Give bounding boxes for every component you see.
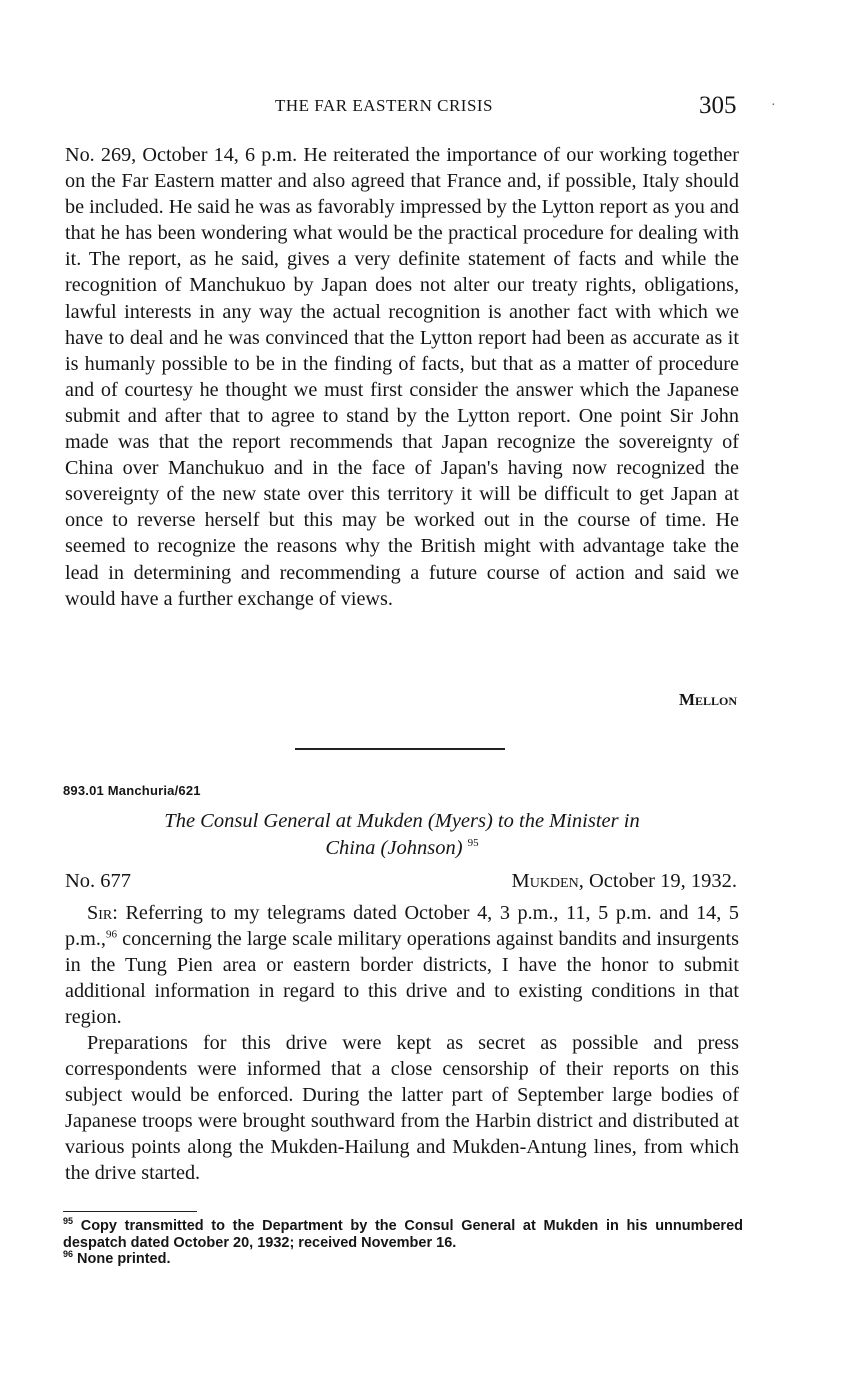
footnote-96 (63, 1251, 743, 1268)
heading-line-2-text: China (Johnson) (325, 837, 463, 859)
para1-part-a: : Referring to my telegrams dated October 4, 3 p.m., 11, 5 p.m. and 14, 5 p.m., (65, 902, 739, 951)
heading-line-1: The Consul General at Mukden (Myers) to the Minister in (164, 810, 640, 832)
footnote-ref-96: 96 (105, 928, 117, 941)
file-number: 893.01 Manchuria/621 (63, 783, 201, 798)
footnote-mark: 95 (63, 1216, 74, 1227)
place-and-date (511, 870, 737, 893)
running-head (0, 92, 858, 122)
document-number: No. 677 (65, 870, 132, 892)
footnote-rule (63, 1211, 197, 1212)
section-divider (295, 748, 505, 750)
date: , October 19, 1932. (578, 870, 737, 892)
footnote-text: Copy transmitted to the Department by the Consul General at Mukden in his unnumbered despatch dated October 20, 1932; received November 16. (63, 1218, 744, 1251)
heading-line-2 (65, 835, 739, 862)
footnote-text: None printed. (77, 1251, 171, 1267)
signature: Mellon (678, 690, 737, 709)
document-heading (65, 808, 739, 862)
running-title: THE FAR EASTERN CRISIS (275, 96, 494, 115)
heading-footnote-ref: 95 (467, 837, 479, 850)
page-number: 305 (699, 92, 737, 119)
para1-part-b: concerning the large scale military operations against bandits and insurgents in the Tung Pien area or eastern border districts, I have the honor to submit additional information in regard to this drive and to existing conditions in that region. (65, 928, 739, 1029)
salutation: Sir (87, 902, 113, 924)
footnotes (63, 1218, 743, 1268)
telegram-paragraph: No. 269, October 14, 6 p.m. He reiterated the importance of our working together on the Far Eastern matter and also agreed that France and, if possible, Italy should be included. He said he was as favorably impressed by the Lytton report as you and that he has been wondering what would be the practical procedure for dealing with it. The report, as he said, gives a very definite statement of facts and while the recognition of Manchukuo by Japan does not alter our treaty rights, obligations, lawful interests in any way the actual recognition is another fact with which we have to deal and he was convinced that the Lytton report had been as accurate as it is humanly possible to be in the finding of facts, but that as a matter of procedure and of courtesy he thought we must first consider the answer which the Japanese submit and after that to agree to stand by the Lytton report. One point Sir John made was that the report recommends that Japan recognize the sovereignty of China over Manchukuo and in the face of Japan's having now recognized the sovereignty of the new state over this territory it will be difficult to get Japan at once to reverse herself but this may be worked out in the course of time. He seemed to recognize the reasons why the British might with advantage take the lead in determining and recommending a future course of action and said we would have a further exchange of views. (65, 144, 739, 610)
place: Mukden (511, 870, 579, 892)
body-paragraph-1 (65, 900, 739, 1030)
footnote-mark: 96 (63, 1249, 74, 1260)
print-speck: · (771, 98, 776, 113)
footnote-95 (63, 1218, 743, 1251)
body-paragraph-2: Preparations for this drive were kept as secret as possible and press correspondents were informed that a close censorship of their reports on this subject would be enforced. During the latter part of September large bodies of Japanese troops were brought southward from the Harbin district and distributed at various points along the Mukden-Hailung and Mukden-Antung lines, from which the drive started. (65, 1032, 739, 1185)
